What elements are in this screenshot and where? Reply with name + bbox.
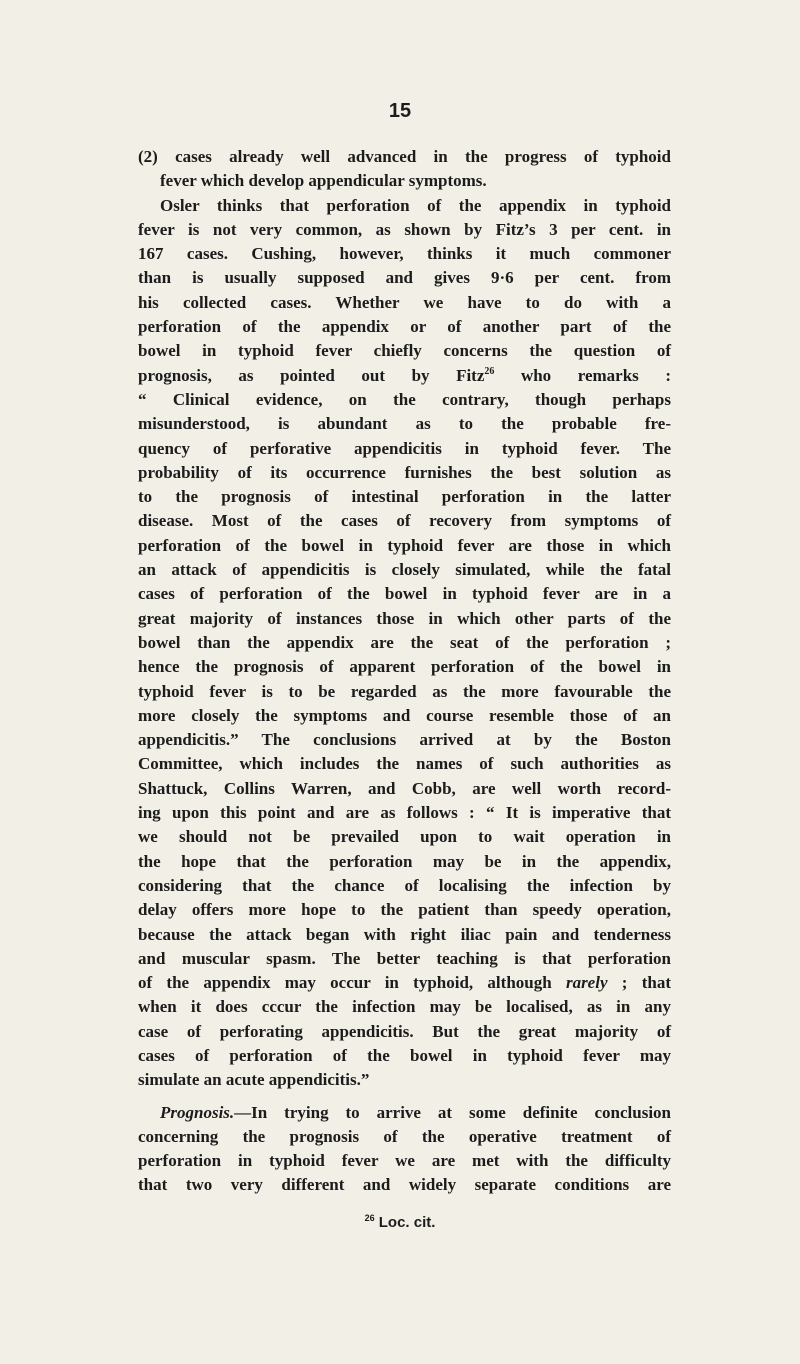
text-line: to the prognosis of intestinal perforation in the latter bbox=[138, 487, 671, 507]
text-line: disease. Most of the cases of recovery from symptoms of bbox=[138, 511, 671, 531]
text-line: “ Clinical evidence, on the contrary, though perhaps bbox=[138, 389, 671, 409]
text-line: appendicitis.” The conclusions arrived at by the Boston bbox=[138, 730, 671, 750]
text-line: typhoid fever is to be regarded as the more favourable the bbox=[138, 681, 671, 701]
body-text bbox=[138, 145, 671, 1198]
text-line: and muscular spasm. The better teaching is that perforation bbox=[138, 948, 671, 968]
paragraph-1 bbox=[138, 145, 671, 194]
text-fragment: —In trying to arrive at some definite conclusion bbox=[234, 1102, 671, 1122]
text-line: than is usually supposed and gives 9·6 per cent. from bbox=[138, 268, 671, 288]
text-line: fever which develop appendicular symptoms. bbox=[160, 171, 487, 191]
text-fragment: who remarks : bbox=[494, 365, 671, 385]
section-heading: Prognosis. bbox=[160, 1102, 235, 1122]
paragraph-2 bbox=[138, 194, 671, 1093]
text-line: that two very different and widely separate conditions are bbox=[138, 1175, 671, 1195]
text-line: delay offers more hope to the patient than speedy operation, bbox=[138, 900, 671, 920]
reference-marker: 26 bbox=[484, 365, 495, 377]
text-line: great majority of instances those in which other parts of the bbox=[138, 608, 671, 628]
text-line-with-heading bbox=[138, 1101, 671, 1125]
text-line: perforation in typhoid fever we are met with the difficulty bbox=[138, 1151, 671, 1171]
text-line: 167 cases. Cushing, however, thinks it much commoner bbox=[138, 244, 671, 264]
text-line: hence the prognosis of apparent perforation of the bowel in bbox=[138, 657, 671, 677]
text-fragment: ; that bbox=[607, 973, 671, 993]
text-line-with-italic bbox=[138, 971, 671, 995]
text-line: probability of its occurrence furnishes the best solution as bbox=[138, 462, 671, 482]
text-line: simulate an acute appendicitis.” bbox=[138, 1070, 370, 1090]
text-line: quency of perforative appendicitis in typhoid fever. The bbox=[138, 438, 671, 458]
text-line: misunderstood, is abundant as to the probable fre- bbox=[138, 414, 671, 434]
text-line: perforation of the bowel in typhoid fever are those in which bbox=[138, 535, 671, 555]
text-line: Osler thinks that perforation of the appendix in typhoid bbox=[160, 195, 671, 215]
footnote-text: Loc. cit. bbox=[374, 1214, 436, 1231]
text-fragment: of the appendix may occur in typhoid, although bbox=[138, 973, 566, 993]
footnote bbox=[0, 1214, 800, 1231]
footnote-marker: 26 bbox=[364, 1213, 375, 1223]
page-number: 15 bbox=[388, 100, 412, 122]
text-line: (2) cases already well advanced in the progress of typhoid bbox=[138, 147, 671, 166]
text-line: Shattuck, Collins Warren, and Cobb, are well worth record- bbox=[138, 778, 671, 798]
text-line: when it does cccur the infection may be localised, as in any bbox=[138, 997, 671, 1017]
text-fragment: prognosis, as pointed out by Fitz bbox=[138, 365, 485, 385]
text-line: we should not be prevailed upon to wait operation in bbox=[138, 827, 671, 847]
text-line: the hope that the perforation may be in the appendix, bbox=[138, 851, 671, 871]
text-line: cases of perforation of the bowel in typhoid fever may bbox=[138, 1045, 671, 1065]
text-line: cases of perforation of the bowel in typhoid fever are in a bbox=[138, 584, 671, 604]
text-line: considering that the chance of localising the infection by bbox=[138, 875, 671, 895]
text-line: bowel than the appendix are the seat of the perforation ; bbox=[138, 632, 671, 652]
text-line: more closely the symptoms and course resemble those of an bbox=[138, 705, 671, 725]
text-line: case of perforating appendicitis. But the great majority of bbox=[138, 1021, 671, 1041]
text-line: concerning the prognosis of the operative treatment of bbox=[138, 1126, 671, 1146]
paragraph-3 bbox=[138, 1101, 671, 1198]
text-line: perforation of the appendix or of another part of the bbox=[138, 317, 671, 337]
text-line: his collected cases. Whether we have to do with a bbox=[138, 292, 671, 312]
text-line: ing upon this point and are as follows : “ It is imperative that bbox=[138, 803, 671, 823]
emphasized-word: rarely bbox=[565, 973, 608, 993]
text-line: because the attack began with right iliac pain and tenderness bbox=[138, 924, 671, 944]
text-line: bowel in typhoid fever chiefly concerns the question of bbox=[138, 341, 671, 361]
text-line: an attack of appendicitis is closely simulated, while the fatal bbox=[138, 560, 671, 580]
text-line: fever is not very common, as shown by Fitz’s 3 per cent. in bbox=[138, 219, 671, 239]
text-line: Committee, which includes the names of such authorities as bbox=[138, 754, 671, 774]
text-line-with-reference bbox=[138, 364, 671, 388]
